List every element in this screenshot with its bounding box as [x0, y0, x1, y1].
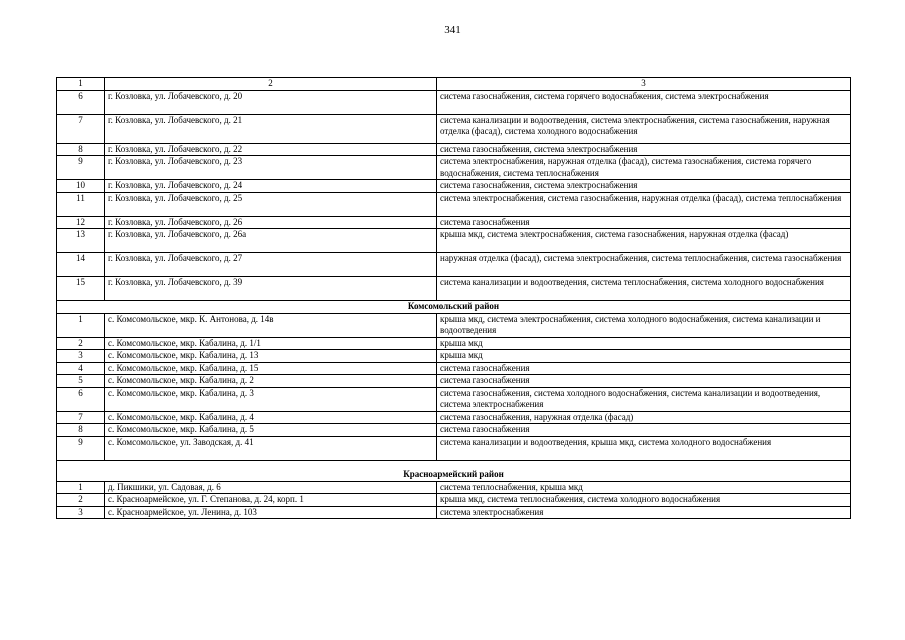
table-row	[57, 180, 851, 193]
row-number: 11	[57, 192, 105, 216]
row-address: с. Комсомольское, мкр. Кабалина, д. 1/1	[105, 337, 437, 350]
row-address: с. Комсомольское, мкр. Кабалина, д. 2	[105, 375, 437, 388]
row-works: крыша мкд	[437, 350, 851, 363]
row-number: 10	[57, 180, 105, 193]
row-number: 8	[57, 424, 105, 437]
table-row	[57, 156, 851, 180]
row-works: система газоснабжения	[437, 362, 851, 375]
row-works: система газоснабжения	[437, 216, 851, 229]
row-address: с. Комсомольское, мкр. Кабалина, д. 3	[105, 387, 437, 411]
row-number: 6	[57, 90, 105, 114]
row-number: 13	[57, 229, 105, 253]
row-address: с. Красноармейское, ул. Ленина, д. 103	[105, 506, 437, 519]
table-row	[57, 481, 851, 494]
row-works: система газоснабжения	[437, 375, 851, 388]
row-address: г. Козловка, ул. Лобачевского, д. 39	[105, 277, 437, 301]
row-address: г. Козловка, ул. Лобачевского, д. 24	[105, 180, 437, 193]
table-row	[57, 387, 851, 411]
row-number: 2	[57, 494, 105, 507]
column-number-3: 3	[437, 78, 851, 91]
table-row	[57, 337, 851, 350]
row-address: г. Козловка, ул. Лобачевского, д. 26	[105, 216, 437, 229]
row-number: 3	[57, 506, 105, 519]
row-address: г. Козловка, ул. Лобачевского, д. 20	[105, 90, 437, 114]
table-row	[57, 436, 851, 460]
row-number: 2	[57, 337, 105, 350]
table-row	[57, 424, 851, 437]
row-works: система газоснабжения, система горячего водоснабжения, система электроснабжения	[437, 90, 851, 114]
row-address: г. Козловка, ул. Лобачевского, д. 22	[105, 143, 437, 156]
row-address: с. Комсомольское, мкр. Кабалина, д. 13	[105, 350, 437, 363]
district-heading-row	[57, 301, 851, 314]
table-row	[57, 90, 851, 114]
row-address: г. Козловка, ул. Лобачевского, д. 21	[105, 114, 437, 143]
district-heading-row	[57, 460, 851, 481]
table-row	[57, 253, 851, 277]
row-works: система канализации и водоотведения, система теплоснабжения, система холодного водоснабжения	[437, 277, 851, 301]
row-address: с. Красноармейское, ул. Г. Степанова, д. 24, корп. 1	[105, 494, 437, 507]
row-works: система теплоснабжения, крыша мкд	[437, 481, 851, 494]
row-number: 5	[57, 375, 105, 388]
row-number: 15	[57, 277, 105, 301]
table-row	[57, 506, 851, 519]
row-works: наружная отделка (фасад), система электроснабжения, система теплоснабжения, система газоснабжения	[437, 253, 851, 277]
table-row	[57, 350, 851, 363]
row-works: система электроснабжения, наружная отделка (фасад), система газоснабжения, система горячего водоснабжения, система теплоснабжения	[437, 156, 851, 180]
row-address: г. Козловка, ул. Лобачевского, д. 25	[105, 192, 437, 216]
row-address: д. Пикшики, ул. Садовая, д. 6	[105, 481, 437, 494]
table-row	[57, 277, 851, 301]
row-works: система канализации и водоотведения, система электроснабжения, система газоснабжения, наружная отделка (фасад), система холодного водоснабжения	[437, 114, 851, 143]
housing-repair-table	[56, 77, 851, 519]
table-row	[57, 494, 851, 507]
table-row	[57, 313, 851, 337]
row-number: 1	[57, 481, 105, 494]
row-works: система газоснабжения, система холодного водоснабжения, система канализации и водоотведения, система электроснабжения	[437, 387, 851, 411]
page-number: 341	[444, 24, 461, 36]
row-works: система канализации и водоотведения, крыша мкд, система холодного водоснабжения	[437, 436, 851, 460]
row-works: система электроснабжения, система газоснабжения, наружная отделка (фасад), система теплоснабжения	[437, 192, 851, 216]
table-row	[57, 375, 851, 388]
table-row	[57, 229, 851, 253]
row-number: 7	[57, 114, 105, 143]
row-address: г. Козловка, ул. Лобачевского, д. 26а	[105, 229, 437, 253]
table-row	[57, 192, 851, 216]
row-address: с. Комсомольское, ул. Заводская, д. 41	[105, 436, 437, 460]
row-number: 8	[57, 143, 105, 156]
row-works: система газоснабжения, система электроснабжения	[437, 180, 851, 193]
row-address: с. Комсомольское, мкр. Кабалина, д. 4	[105, 411, 437, 424]
row-works: система газоснабжения	[437, 424, 851, 437]
row-number: 1	[57, 313, 105, 337]
table-row	[57, 411, 851, 424]
table-row	[57, 143, 851, 156]
row-number: 6	[57, 387, 105, 411]
row-number: 9	[57, 156, 105, 180]
table-row	[57, 362, 851, 375]
row-works: крыша мкд	[437, 337, 851, 350]
row-works: система газоснабжения, наружная отделка (фасад)	[437, 411, 851, 424]
district-heading: Красноармейский район	[57, 460, 851, 481]
table-row	[57, 114, 851, 143]
row-number: 7	[57, 411, 105, 424]
row-address: с. Комсомольское, мкр. Кабалина, д. 5	[105, 424, 437, 437]
row-number: 4	[57, 362, 105, 375]
row-works: крыша мкд, система электроснабжения, система холодного водоснабжения, система канализации и водоотведения	[437, 313, 851, 337]
row-works: крыша мкд, система теплоснабжения, система холодного водоснабжения	[437, 494, 851, 507]
row-number: 9	[57, 436, 105, 460]
row-address: с. Комсомольское, мкр. К. Антонова, д. 14в	[105, 313, 437, 337]
table-row	[57, 216, 851, 229]
column-number-2: 2	[105, 78, 437, 91]
row-number: 3	[57, 350, 105, 363]
row-address: г. Козловка, ул. Лобачевского, д. 27	[105, 253, 437, 277]
row-address: г. Козловка, ул. Лобачевского, д. 23	[105, 156, 437, 180]
table-header-row	[57, 78, 851, 91]
row-number: 12	[57, 216, 105, 229]
row-address: с. Комсомольское, мкр. Кабалина, д. 15	[105, 362, 437, 375]
row-works: система электроснабжения	[437, 506, 851, 519]
column-number-1: 1	[57, 78, 105, 91]
row-number: 14	[57, 253, 105, 277]
district-heading: Комсомольский район	[57, 301, 851, 314]
row-works: система газоснабжения, система электроснабжения	[437, 143, 851, 156]
row-works: крыша мкд, система электроснабжения, система газоснабжения, наружная отделка (фасад)	[437, 229, 851, 253]
